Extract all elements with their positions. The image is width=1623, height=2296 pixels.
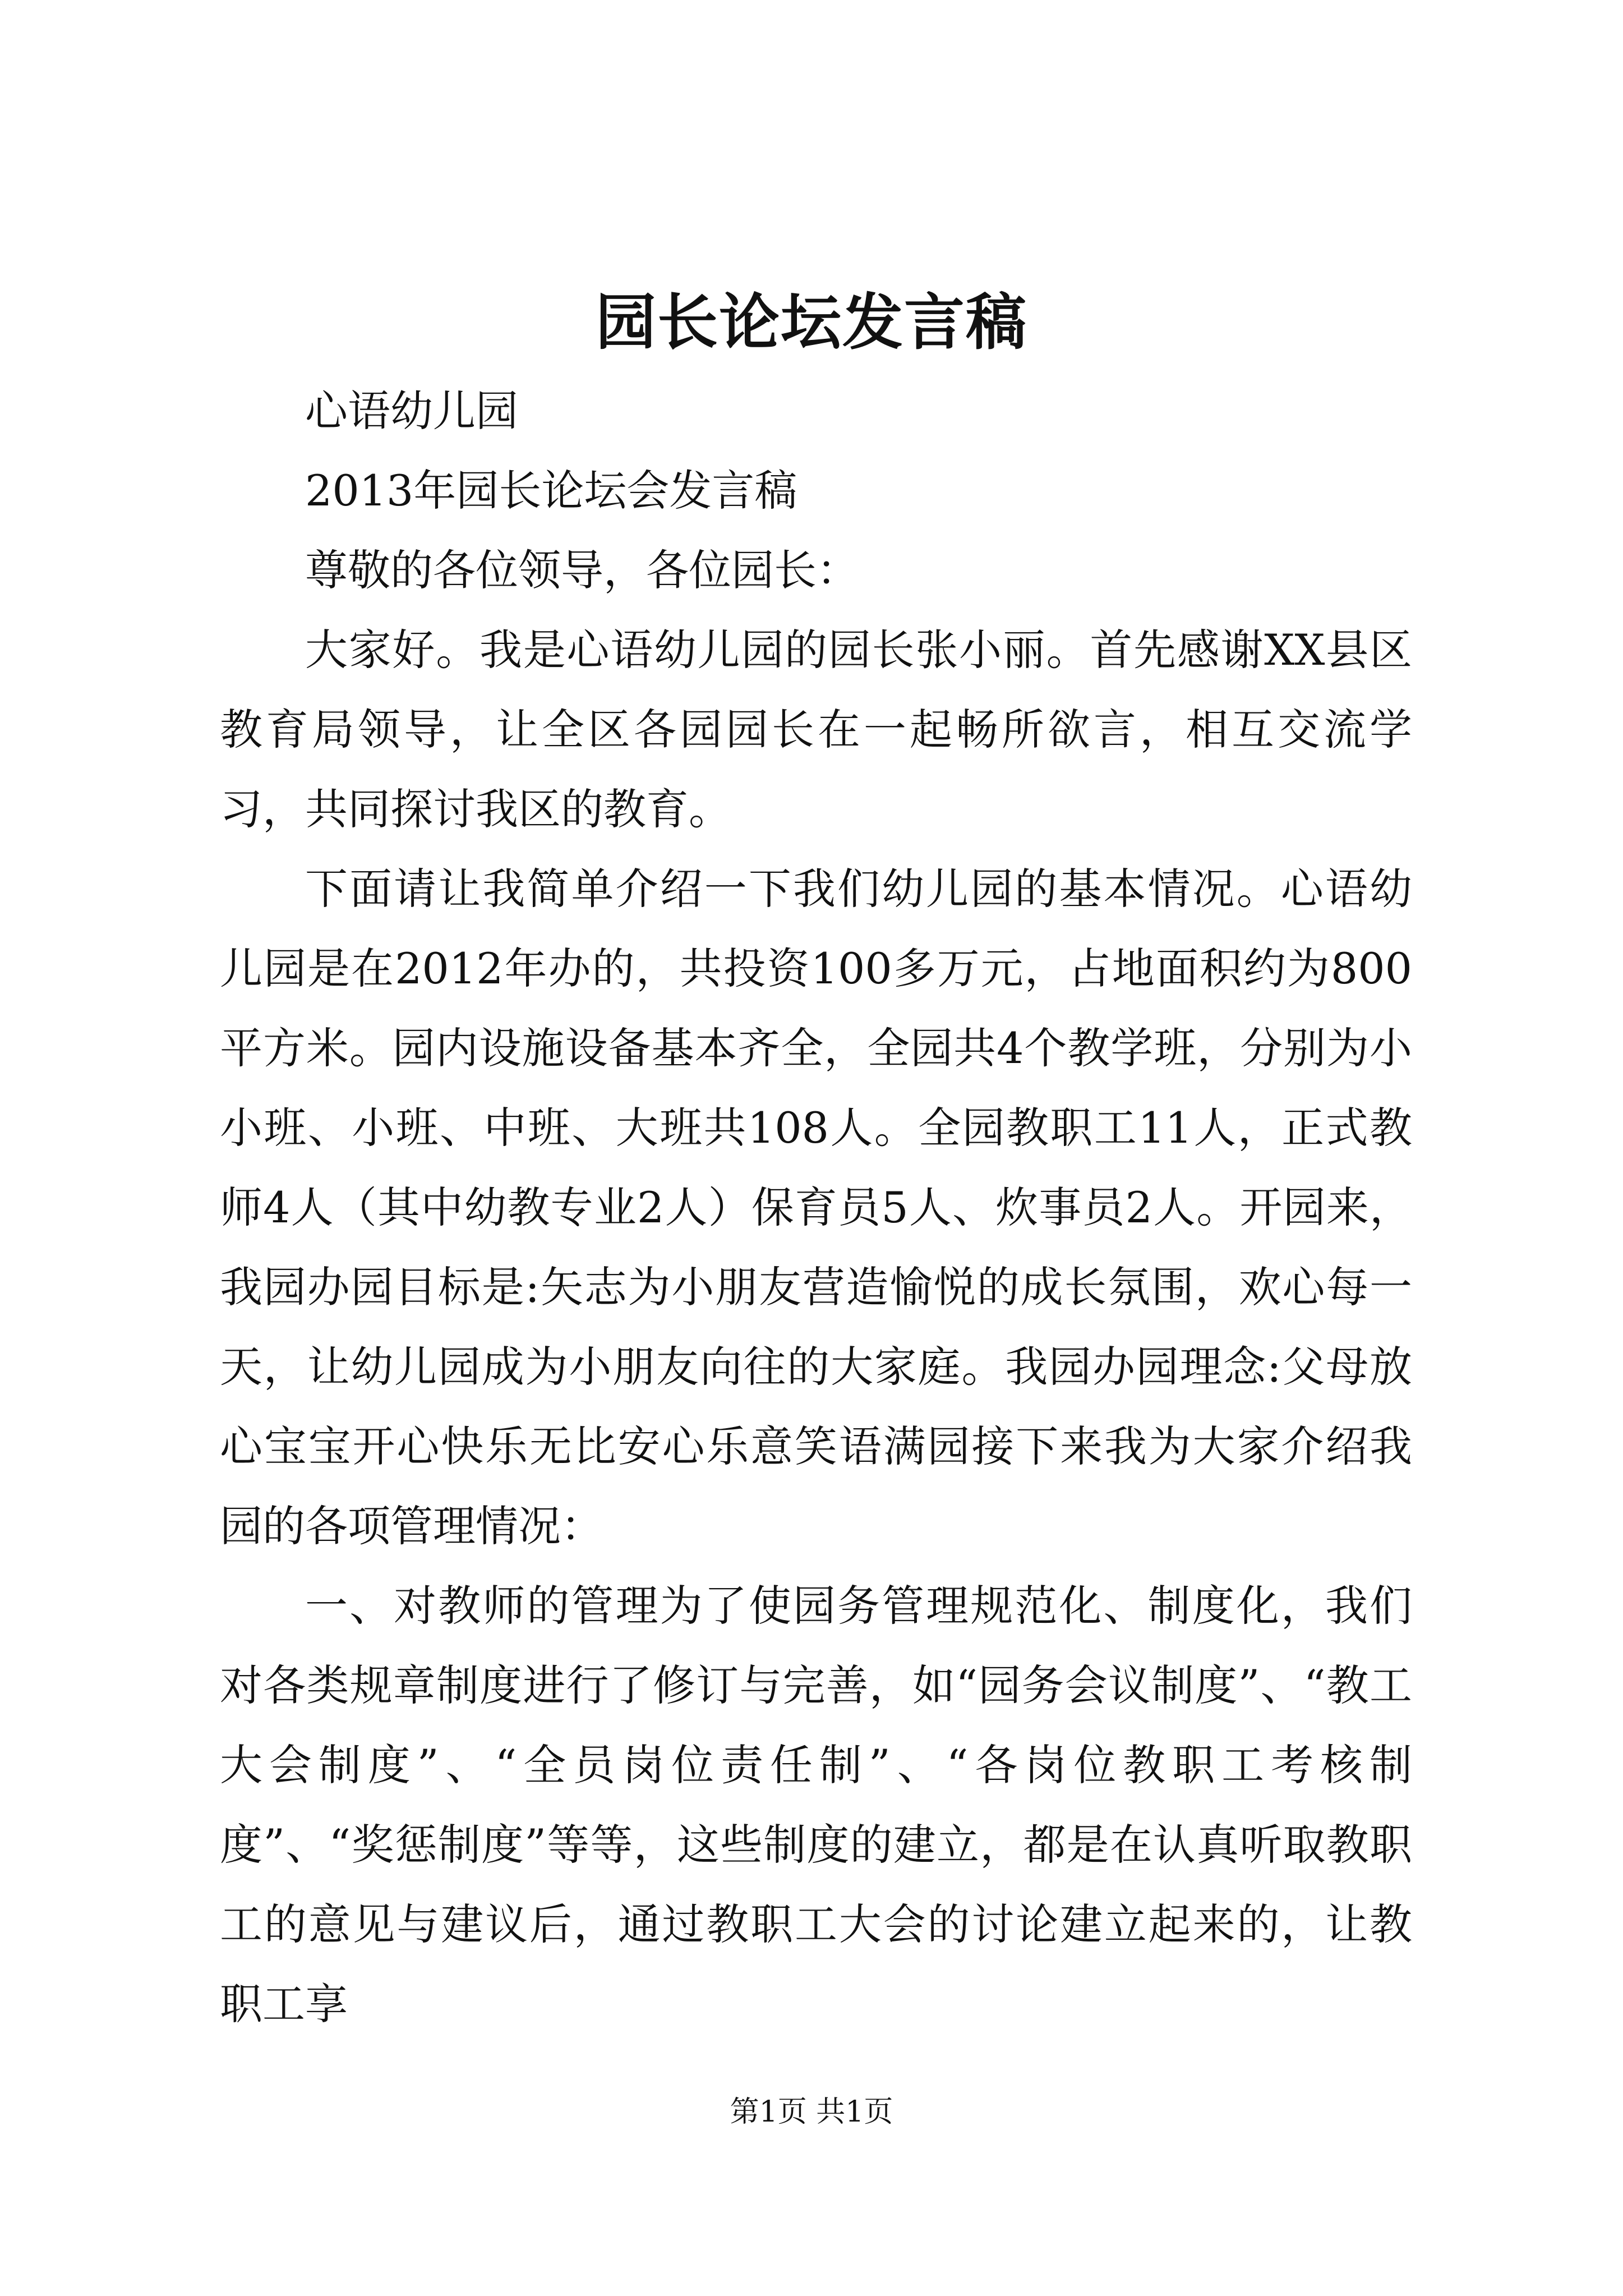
paragraph-teacher-management: 一、对教师的管理为了使园务管理规范化、制度化，我们对各类规章制度进行了修订与完善，如“园务会议制度”、“教工大会制度”、“全员岗位责任制”、“各岗位教职工考核制度”、“奖惩制度”等等，这些制度的建立，都是在认真听取教职工的意见与建议后，通过教职工大会的讨论建立起来的，让教职工享: [220, 1581, 1412, 2029]
page-footer: 第1页 共1页: [730, 2095, 893, 2129]
paragraph-salutation: 尊敬的各位领导，各位园长：: [305, 545, 859, 595]
document-body: [220, 371, 1412, 2044]
paragraph-greeting: 大家好。我是心语幼儿园的园长张小丽。首先感谢XX县区教育局领导，让全区各园园长在一起畅所欲言，相互交流学习，共同探讨我区的教育。: [220, 625, 1412, 834]
document-title: 园长论坛发言稿: [595, 287, 1027, 358]
paragraph-speech-subtitle: 2013年园长论坛会发言稿: [305, 466, 797, 516]
paragraph-basic-info: 下面请让我简单介绍一下我们幼儿园的基本情况。心语幼儿园是在2012年办的，共投资100多万元，占地面积约为800平方米。园内设施设备基本齐全，全园共4个教学班，分别为小小班、小班、中班、大班共108人。全园教职工11人，正式教师4人（其中幼教专业2人）保育员5人、炊事员2人。开园来，我园办园目标是:矢志为小朋友营造愉悦的成长氛围，欢心每一天，让幼儿园成为小朋友向往的大家庭。我园办园理念:父母放心宝宝开心快乐无比安心乐意笑语满园接下来我为大家介绍我园的各项管理情况：: [220, 864, 1412, 1551]
paragraph-kindergarten-name: 心语幼儿园: [305, 386, 518, 436]
